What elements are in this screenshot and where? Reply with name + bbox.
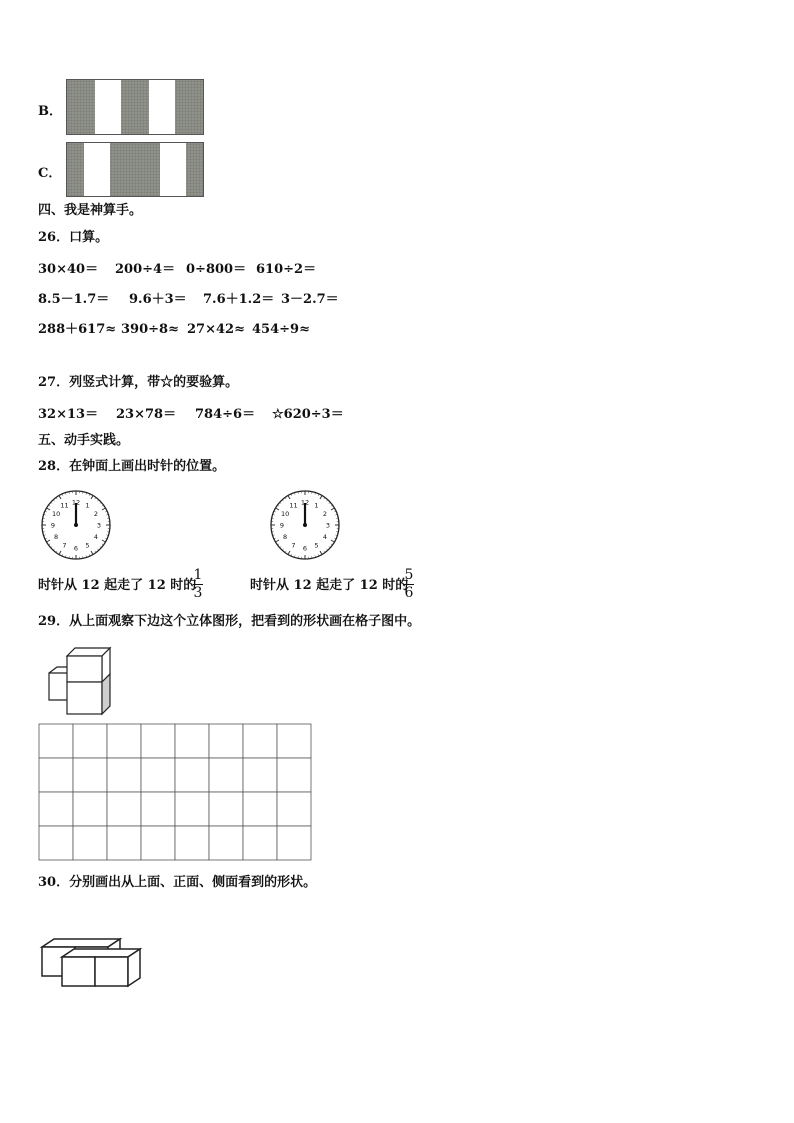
grid-cell[interactable] xyxy=(107,826,141,860)
grid-cell[interactable] xyxy=(141,758,175,792)
clock-number: 2 xyxy=(93,510,98,518)
grid-cell[interactable] xyxy=(175,758,209,792)
clock-number: 6 xyxy=(73,544,79,553)
clock-number: 4 xyxy=(322,533,327,541)
q27-title: 27．列竖式计算，带☆的要验算。 xyxy=(38,375,239,390)
grid-cell[interactable] xyxy=(277,792,311,826)
clock-number: 8 xyxy=(283,533,288,541)
block-row-figure xyxy=(38,935,144,990)
q26-item: 454÷9≈ xyxy=(252,322,310,337)
grid-cell[interactable] xyxy=(39,826,73,860)
grid-cell[interactable] xyxy=(141,792,175,826)
grid-cell[interactable] xyxy=(243,792,277,826)
grid-cell[interactable] xyxy=(141,826,175,860)
clock-number: 11 xyxy=(289,501,298,510)
q26-item: 0÷800＝ xyxy=(186,262,247,277)
clock-number: 9 xyxy=(279,521,285,530)
q26-item: 610÷2＝ xyxy=(256,262,317,277)
clock-number: 8 xyxy=(54,533,59,541)
q28-caption-right: 时针从 12 起走了 12 时的 xyxy=(250,578,409,593)
q26-title: 26．口算。 xyxy=(38,230,109,245)
grid-cell[interactable] xyxy=(209,826,243,860)
grid-cell[interactable] xyxy=(243,758,277,792)
grid-cell[interactable] xyxy=(141,724,175,758)
grid-cell[interactable] xyxy=(73,792,107,826)
fraction-numerator: 5 xyxy=(404,567,414,583)
grid-cell[interactable] xyxy=(175,724,209,758)
option-c-stripe-image xyxy=(66,142,204,197)
answer-grid[interactable] xyxy=(38,723,313,862)
clock-number: 1 xyxy=(85,501,90,510)
clock-number: 7 xyxy=(291,541,296,550)
q26-item: 30×40＝ xyxy=(38,262,99,277)
q27-item: 23×78＝ xyxy=(116,407,177,422)
clock-number: 5 xyxy=(314,541,319,550)
q27-item: ☆620÷3＝ xyxy=(272,407,344,422)
clock-number: 9 xyxy=(50,521,56,530)
grid-cell[interactable] xyxy=(107,758,141,792)
clock-number: 4 xyxy=(93,533,98,541)
q28-caption-left: 时针从 12 起走了 12 时的 xyxy=(38,578,197,593)
fraction-numerator: 1 xyxy=(193,567,203,583)
clock-number: 5 xyxy=(85,541,90,550)
option-c-label: C． xyxy=(38,166,62,181)
clock-number: 12 xyxy=(71,498,81,507)
grid-cell[interactable] xyxy=(39,724,73,758)
grid-cell[interactable] xyxy=(175,792,209,826)
grid-cell[interactable] xyxy=(277,724,311,758)
q27-item: 32×13＝ xyxy=(38,407,99,422)
section-4-heading: 四、我是神算手。 xyxy=(38,203,143,218)
clock-number: 6 xyxy=(302,544,308,553)
option-b-stripe-image xyxy=(66,79,204,135)
fraction-denominator: 6 xyxy=(404,585,414,601)
clock-face-right[interactable] xyxy=(269,489,341,561)
q28-title: 28．在钟面上画出时针的位置。 xyxy=(38,459,226,474)
fraction-five-sixths xyxy=(404,568,414,601)
grid-cell[interactable] xyxy=(209,792,243,826)
grid-cell[interactable] xyxy=(39,792,73,826)
q26-item: 27×42≈ xyxy=(187,322,245,337)
grid-cell[interactable] xyxy=(73,758,107,792)
section-5-heading: 五、动手实践。 xyxy=(38,433,130,448)
q26-item: 8.5－1.7＝ xyxy=(38,292,110,307)
clock-face-left[interactable] xyxy=(40,489,112,561)
grid-cell[interactable] xyxy=(73,724,107,758)
grid-cell[interactable] xyxy=(243,826,277,860)
grid-cell[interactable] xyxy=(175,826,209,860)
grid-cell[interactable] xyxy=(277,758,311,792)
q26-item: 3－2.7＝ xyxy=(281,292,339,307)
clock-number: 2 xyxy=(322,510,327,518)
cube-stack-figure xyxy=(44,642,120,716)
clock-center xyxy=(74,523,78,527)
grid-cell[interactable] xyxy=(107,792,141,826)
q26-item: 7.6＋1.2＝ xyxy=(203,292,275,307)
q26-item: 9.6＋3＝ xyxy=(129,292,187,307)
q30-title: 30．分别画出从上面、正面、侧面看到的形状。 xyxy=(38,875,317,890)
grid-cell[interactable] xyxy=(277,826,311,860)
clock-number: 10 xyxy=(280,510,290,518)
grid-cell[interactable] xyxy=(107,724,141,758)
q26-item: 200÷4＝ xyxy=(115,262,176,277)
q27-item: 784÷6＝ xyxy=(195,407,256,422)
clock-number: 11 xyxy=(60,501,69,510)
clock-number: 7 xyxy=(62,541,67,550)
grid-cell[interactable] xyxy=(243,724,277,758)
q26-item: 288＋617≈ xyxy=(38,322,117,337)
clock-number: 3 xyxy=(96,521,102,530)
clock-number: 1 xyxy=(314,501,319,510)
grid-cell[interactable] xyxy=(209,758,243,792)
option-b-label: B． xyxy=(38,104,62,119)
fraction-one-third xyxy=(193,568,203,601)
fraction-denominator: 3 xyxy=(193,585,203,601)
q29-title: 29．从上面观察下边这个立体图形，把看到的形状画在格子图中。 xyxy=(38,614,421,629)
clock-center xyxy=(303,523,307,527)
clock-number: 12 xyxy=(300,498,310,507)
clock-number: 3 xyxy=(325,521,331,530)
grid-cell[interactable] xyxy=(209,724,243,758)
grid-cell[interactable] xyxy=(73,826,107,860)
q26-item: 390÷8≈ xyxy=(121,322,179,337)
grid-cell[interactable] xyxy=(39,758,73,792)
clock-number: 10 xyxy=(51,510,61,518)
